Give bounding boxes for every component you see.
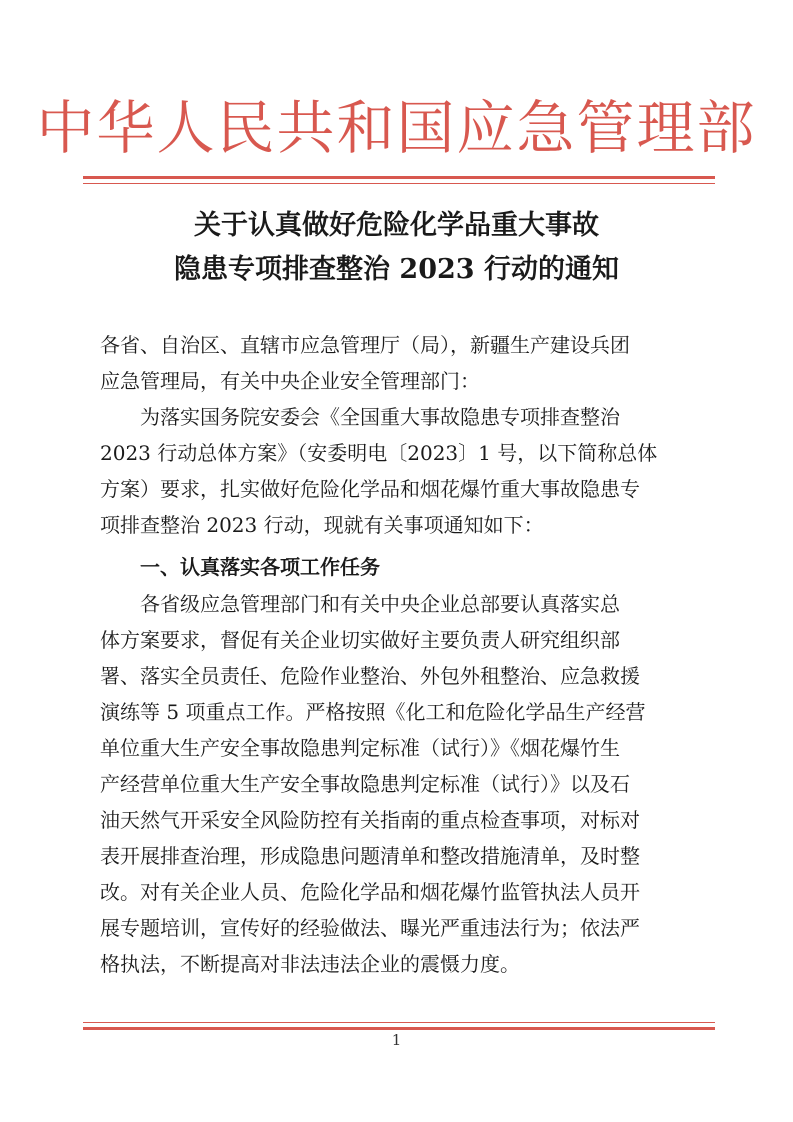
paragraph-line: 改。对有关企业人员、危险化学品和烟花爆竹监管执法人员开 bbox=[100, 880, 640, 904]
paragraph-line: 方案）要求，扎实做好危险化学品和烟花爆竹重大事故隐患专 bbox=[100, 477, 640, 501]
paragraph-line: 演练等 5 项重点工作。严格按照《化工和危险化学品生产经营 bbox=[100, 700, 646, 724]
recipients-line: 应急管理局，有关中央企业安全管理部门： bbox=[100, 369, 480, 393]
page-number: 1 bbox=[391, 1031, 402, 1049]
section-1-paragraph bbox=[100, 586, 698, 982]
document-title-line-1: 关于认真做好危险化学品重大事故 bbox=[194, 210, 599, 241]
paragraph-line: 格执法，不断提高对非法违法企业的震慑力度。 bbox=[100, 952, 520, 976]
paragraph-line: 展专题培训，宣传好的经验做法、曝光严重违法行为；依法严 bbox=[100, 916, 640, 940]
paragraph-line: 油天然气开采安全风险防控有关指南的重点检查事项，对标对 bbox=[100, 808, 640, 832]
paragraph-line: 署、落实全员责任、危险作业整治、外包外租整治、应急救援 bbox=[100, 664, 640, 688]
recipients bbox=[100, 327, 698, 399]
document-title-line-2: 隐患专项排查整治 2023 行动的通知 bbox=[174, 254, 619, 285]
masthead-org-name: 中华人民共和国应急管理部 bbox=[36, 94, 757, 162]
footer-divider bbox=[83, 1027, 715, 1030]
paragraph-line: 2023 行动总体方案》（安委明电〔2023〕1 号，以下简称总体 bbox=[100, 441, 658, 465]
paragraph-line: 项排查整治 2023 行动，现就有关事项通知如下： bbox=[100, 513, 544, 537]
intro-paragraph bbox=[100, 399, 698, 543]
masthead-divider bbox=[83, 176, 715, 179]
paragraph-line: 各省级应急管理部门和有关中央企业总部要认真落实总 bbox=[140, 592, 620, 616]
paragraph-line: 产经营单位重大生产安全事故隐患判定标准（试行）》以及石 bbox=[100, 772, 630, 796]
footer-divider-thin bbox=[83, 1022, 715, 1023]
paragraph-line: 体方案要求，督促有关企业切实做好主要负责人研究组织部 bbox=[100, 628, 620, 652]
paragraph-line: 表开展排查治理，形成隐患问题清单和整改措施清单，及时整 bbox=[100, 844, 640, 868]
paragraph-line: 为落实国务院安委会《全国重大事故隐患专项排查整治 bbox=[140, 405, 620, 429]
recipients-line: 各省、自治区、直辖市应急管理厅（局），新疆生产建设兵团 bbox=[100, 333, 630, 357]
masthead-divider-thin bbox=[83, 183, 715, 184]
paragraph-line: 单位重大生产安全事故隐患判定标准（试行）》《烟花爆竹生 bbox=[100, 736, 620, 760]
section-heading: 一、认真落实各项工作任务 bbox=[140, 555, 380, 579]
